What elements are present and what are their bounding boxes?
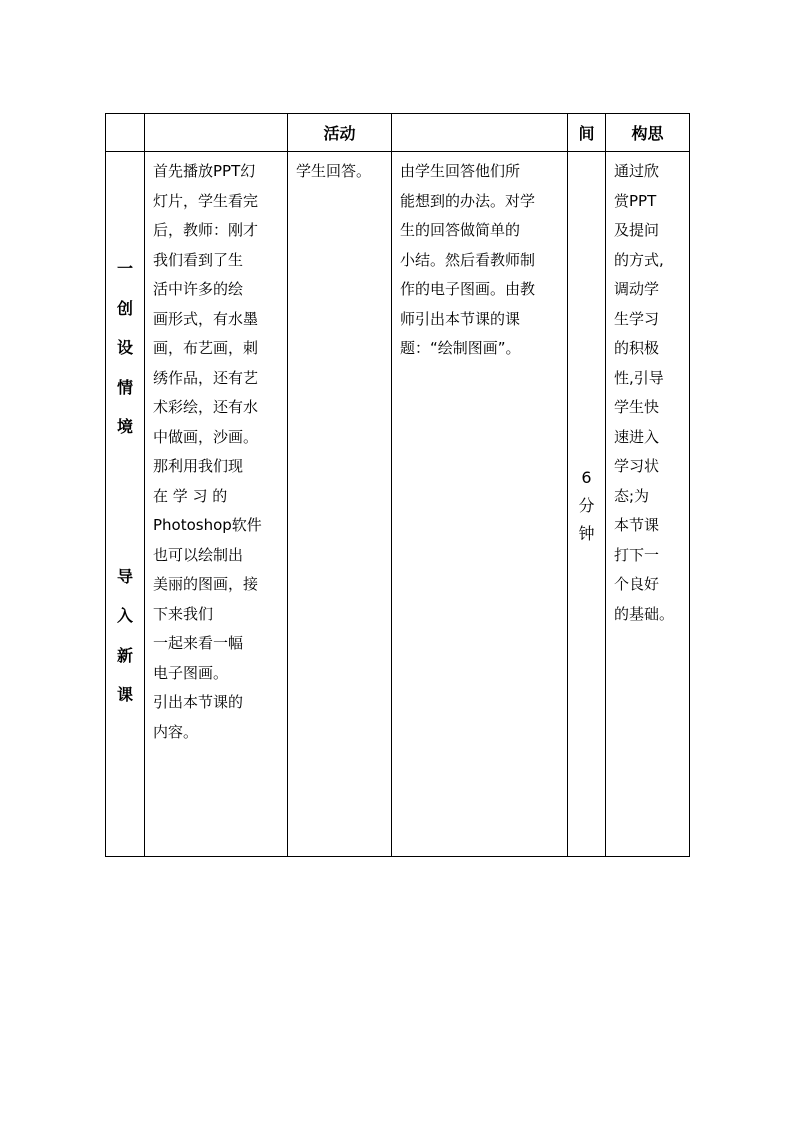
design-intent-text: 通过欣 赏PPT 及提问 的方式, 调动学 生学习 的积极 性,引导 学生快 速进入 学习状 态;为 本节课 打下一 个良好 的基础。	[614, 162, 675, 623]
header-cell-time: 间	[568, 114, 606, 152]
header-cell-activity: 活动	[288, 114, 392, 152]
student-activity-cell	[288, 152, 392, 857]
stage-cell	[106, 152, 145, 857]
notes-cell	[392, 152, 568, 857]
header-cell-stage	[106, 114, 145, 152]
header-cell-design: 构思	[606, 114, 690, 152]
stage-spacer	[106, 447, 144, 557]
time-text: 6 分 钟	[578, 468, 595, 543]
table-header-row	[106, 114, 690, 152]
student-activity-text: 学生回答。	[296, 162, 372, 180]
lesson-plan-table	[105, 113, 690, 857]
header-cell-notes	[392, 114, 568, 152]
teacher-activity-text: 首先播放PPT幻 灯片，学生看完 后，教师：刚才 我们看到了生 活中许多的绘 画形式，有水墨 画，布艺画，刺 绣作品，还有艺 术彩绘，还有水 中做画，沙画。 那利用我们现 在 学 习 的 Photoshop软件 也可以绘制出 美丽的图画，接 下来我们 一起来看一幅 电子图画。 引出本节课的 内容。	[153, 162, 262, 741]
stage-label-top: 一 创 设 情 境	[116, 259, 133, 436]
design-intent-cell	[606, 152, 690, 857]
stage-label-bottom: 导 入 新 课	[116, 566, 133, 704]
notes-text: 由学生回答他们所 能想到的办法。对学 生的回答做简单的 小结。然后看教师制 作的电子图画。由教 师引出本节课的课 题：“绘制图画”。	[400, 162, 536, 357]
table-row	[106, 152, 690, 857]
header-cell-teacher	[145, 114, 288, 152]
teacher-activity-cell	[145, 152, 288, 857]
time-cell	[568, 152, 606, 857]
